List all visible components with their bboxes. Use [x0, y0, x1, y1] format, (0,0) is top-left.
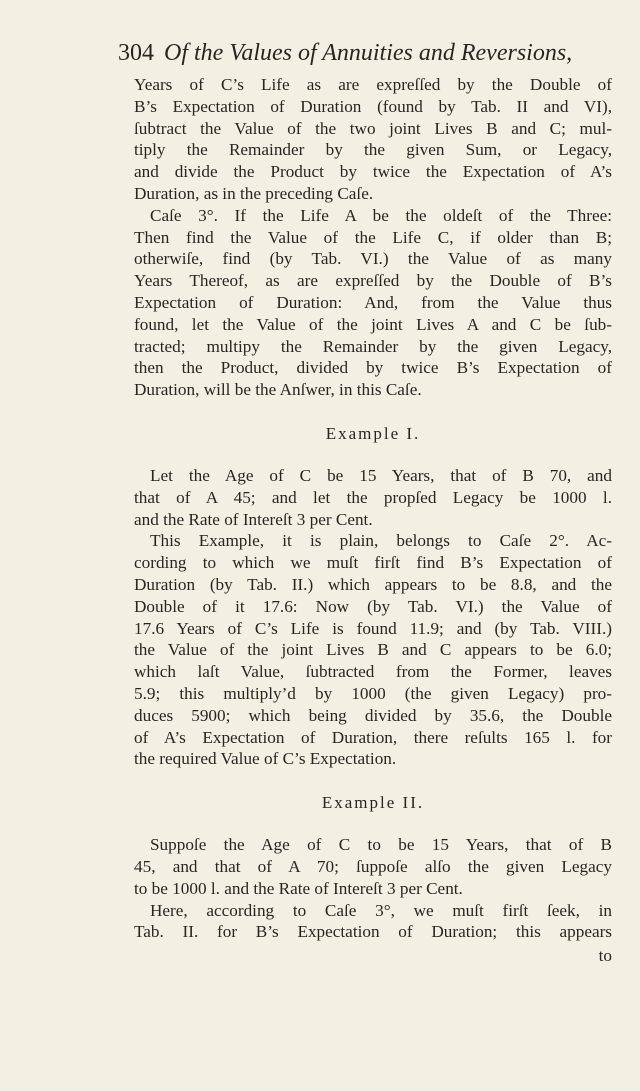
- text-line: Years of C’s Life as are expreſſed by the Double of: [134, 75, 612, 94]
- example-1-solution: [134, 530, 612, 770]
- example-2-statement: [134, 834, 612, 899]
- text-line: which laſt Value, ſubtracted from the Former, leaves: [134, 662, 612, 682]
- text-line: Caſe 3°. If the Life A be the oldeſt of the Three:: [150, 205, 612, 225]
- text-line: Duration, as in the preceding Caſe.: [134, 183, 374, 203]
- text-line: and the Rate of Intereſt 3 per Cent.: [134, 509, 373, 529]
- text-line: Tab. II. for B’s Expectation of Duration; this appears: [134, 922, 612, 942]
- running-header: [118, 40, 618, 67]
- text-line: the required Value of C’s Expectation.: [134, 749, 397, 769]
- text-line: to be 1000 l. and the Rate of Intereſt 3 per Cent.: [134, 878, 463, 898]
- text-line: Expectation of Duration: And, from the Value thus: [134, 292, 612, 312]
- example-1-statement: [134, 465, 612, 530]
- text-line: that of A 45; and let the propſed Legacy be 1000 l.: [134, 487, 612, 507]
- paragraph-case-2-end: [134, 74, 612, 205]
- text-line: 5.9; this multiply’d by 1000 (the given Legacy) pro-: [134, 683, 612, 703]
- text-line: Duration (by Tab. II.) which appears to be 8.8, and the: [134, 574, 612, 594]
- text-line: and divide the Product by twice the Expectation of A’s: [134, 162, 612, 182]
- text-line: found, let the Value of the joint Lives A and C be ſub-: [134, 314, 612, 334]
- text-line: tiply the Remainder by the given Sum, or Legacy,: [134, 140, 612, 160]
- example-2-heading: Example II.: [321, 793, 425, 813]
- text-line: 45, and that of A 70; ſuppoſe alſo the given Legacy: [134, 856, 612, 876]
- text-line: Years Thereof, as are expreſſed by the Double of B’s: [134, 271, 612, 291]
- text-line: B’s Expectation of Duration (found by Tab. II and VI),: [134, 96, 612, 116]
- text-line: duces 5900; which being divided by 35.6, the Double: [134, 705, 612, 725]
- text-line: then the Product, divided by twice B’s Expectation of: [134, 358, 612, 378]
- example-2-solution: [134, 900, 612, 944]
- text-line: the Value of the joint Lives B and C appears to be 6.0;: [134, 640, 612, 660]
- text-line: Suppoſe the Age of C to be 15 Years, that of B: [150, 835, 612, 855]
- text-line: 17.6 Years of C’s Life is found 11.9; and (by Tab. VIII.): [134, 618, 612, 638]
- text-line: This Example, it is plain, belongs to Caſe 2°. Ac-: [150, 531, 612, 551]
- text-line: cording to which we muſt firſt find B’s Expectation of: [134, 553, 612, 573]
- example-1-heading: Example I.: [325, 423, 421, 443]
- text-line: tracted; multipy the Remainder by the given Legacy,: [134, 336, 612, 356]
- text-line: Duration, will be the Anſwer, in this Caſe.: [134, 380, 422, 400]
- text-line: Double of it 17.6: Now (by Tab. VI.) the Value of: [134, 596, 612, 616]
- text-line: otherwiſe, find (by Tab. VI.) the Value of as many: [134, 249, 612, 269]
- running-title: Of the Values of Annuities and Reversions,: [164, 40, 573, 66]
- paragraph-case-3: [134, 205, 612, 401]
- page-body: [134, 74, 612, 967]
- text-line: Here, according to Caſe 3°, we muſt firſt ſeek, in: [150, 900, 612, 920]
- text-line: Then find the Value of the Life C, if older than B;: [134, 227, 612, 247]
- text-line: Let the Age of C be 15 Years, that of B 70, and: [150, 465, 612, 485]
- page-number: 304: [118, 40, 154, 66]
- catchword: to: [598, 946, 612, 966]
- text-line: of A’s Expectation of Duration, there reſults 165 l. for: [134, 727, 612, 747]
- text-line: ſubtract the Value of the two joint Lives B and C; mul-: [134, 118, 612, 138]
